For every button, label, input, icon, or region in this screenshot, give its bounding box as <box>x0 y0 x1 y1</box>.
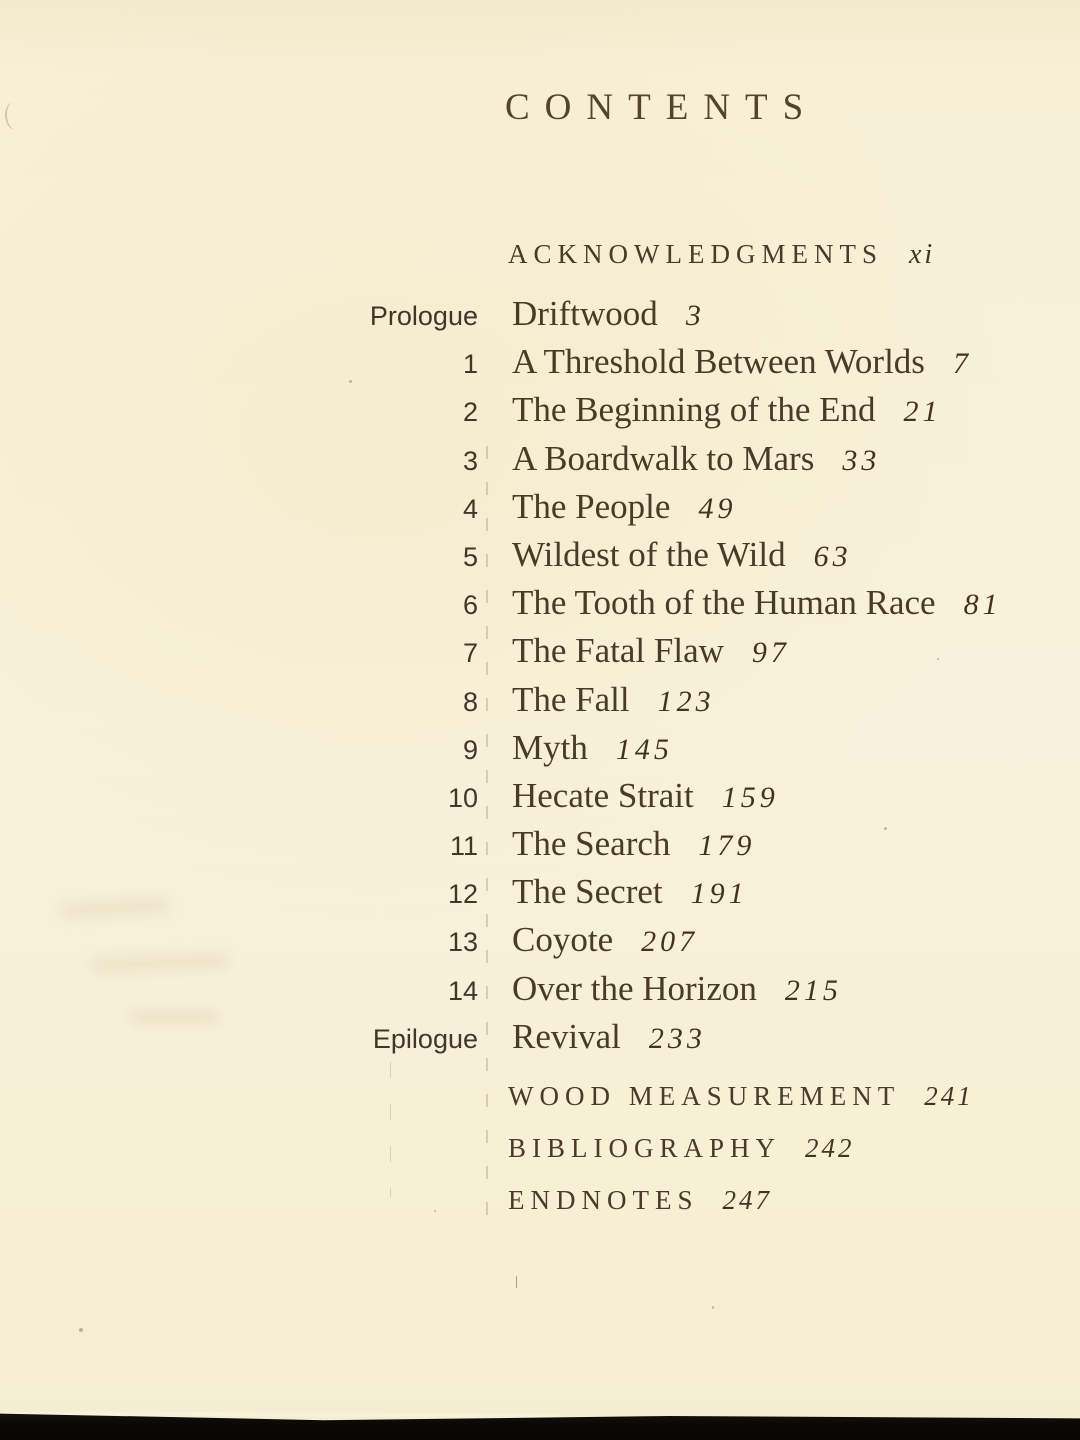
front-matter-page-number: xi <box>908 239 936 270</box>
show-through-smudge <box>130 1010 220 1024</box>
toc-entry-label: 4 <box>462 493 478 524</box>
toc-entry-page-number: 81 <box>963 588 1002 622</box>
toc-entry-label: 12 <box>447 879 478 910</box>
toc-entry-row <box>0 724 1080 772</box>
toc-entry-title: A Threshold Between Worlds <box>512 342 925 382</box>
paper-speck <box>434 1210 436 1212</box>
paper-speck <box>884 827 887 830</box>
toc-entry-title: Coyote <box>512 920 614 960</box>
toc-entry-row <box>0 820 1080 868</box>
toc-entry-row <box>0 676 1080 724</box>
front-matter-label: ACKNOWLEDGMENTS <box>508 239 883 269</box>
toc-entry-page-number: 191 <box>690 877 748 911</box>
toc-entry-row <box>0 531 1080 579</box>
toc-entry-title: The Tooth of the Human Race <box>512 583 936 623</box>
back-matter-label: ENDNOTES <box>508 1185 699 1215</box>
toc-entry-page-number: 159 <box>721 780 779 814</box>
toc-entry-row <box>0 627 1080 675</box>
toc-entry-row <box>0 435 1080 483</box>
toc-entry-title: The Beginning of the End <box>512 390 876 430</box>
toc-entry-row <box>0 965 1080 1013</box>
toc-entry-label: 14 <box>447 975 478 1006</box>
toc-entry-page-number: 21 <box>903 395 942 429</box>
toc-entry-title: The Secret <box>512 872 663 912</box>
toc-entry-page-number: 49 <box>698 491 737 525</box>
toc-entry-label: 2 <box>462 397 478 428</box>
toc-entry-label: 8 <box>462 686 478 717</box>
toc-entry-label: 3 <box>462 445 478 476</box>
paper-speck <box>937 658 939 660</box>
back-matter-page-number: 241 <box>924 1081 974 1111</box>
toc-entry-label: 10 <box>447 782 478 813</box>
toc-entry-page-number: 63 <box>813 539 852 573</box>
front-matter-list <box>508 238 935 270</box>
back-matter-page-number: 242 <box>805 1133 855 1163</box>
paper-speck <box>349 380 352 383</box>
back-matter-row <box>508 1070 974 1122</box>
toc-entry-label: 6 <box>462 590 478 621</box>
toc-entry-row <box>0 772 1080 820</box>
back-matter-row <box>508 1174 974 1226</box>
back-matter-row <box>508 1122 974 1174</box>
toc-entry-title: The Fall <box>512 679 630 719</box>
toc-entry-label: 9 <box>462 734 478 765</box>
page-crease-line <box>486 446 488 1218</box>
toc-entry-label: 1 <box>462 349 478 380</box>
paper-flaw-mark <box>4 101 27 131</box>
toc-entry-page-number: 207 <box>641 925 699 959</box>
toc-entry-page-number: 215 <box>784 973 842 1007</box>
toc-entry-title: The Search <box>512 824 671 864</box>
toc-entry-page-number: 123 <box>657 684 715 718</box>
page-title: CONTENTS <box>505 87 819 128</box>
toc-entry-title: A Boardwalk to Mars <box>512 438 815 478</box>
toc-entry-title: The People <box>512 486 671 526</box>
toc-entry-title: Myth <box>512 727 588 767</box>
back-matter-label: WOOD MEASUREMENT <box>508 1081 901 1111</box>
toc-entry-row <box>0 386 1080 434</box>
toc-entry-label: 13 <box>447 927 478 958</box>
front-matter-row <box>508 239 936 270</box>
paper-speck <box>79 1328 83 1332</box>
back-matter-list <box>508 1070 974 1226</box>
toc-entry-label: 11 <box>449 831 478 862</box>
toc-entry-page-number: 97 <box>751 636 790 670</box>
toc-entry-row <box>0 290 1080 338</box>
toc-entry-title: Hecate Strait <box>512 775 694 815</box>
paper-speck <box>712 1306 714 1309</box>
toc-entry-page-number: 179 <box>698 829 756 863</box>
toc-entry-title: Over the Horizon <box>512 968 757 1008</box>
paper-tick-mark <box>516 1276 517 1288</box>
toc-entry-title: Revival <box>512 1016 621 1056</box>
toc-entry-label: Epilogue <box>372 1023 478 1054</box>
toc-entry-title: Wildest of the Wild <box>512 534 786 574</box>
toc-entry-row <box>0 483 1080 531</box>
toc-entry-label: Prologue <box>369 301 478 331</box>
back-matter-page-number: 247 <box>722 1185 772 1215</box>
toc-entry-page-number: 145 <box>615 732 673 766</box>
toc-entry-label: 5 <box>462 541 478 572</box>
toc-entry-list <box>0 290 1080 1061</box>
toc-entry-title: Driftwood <box>512 294 658 333</box>
toc-entry-page-number: 233 <box>648 1021 706 1055</box>
toc-entry-page-number: 7 <box>952 347 972 381</box>
toc-entry-row <box>0 338 1080 386</box>
toc-entry-label: 7 <box>462 638 478 669</box>
back-matter-label: BIBLIOGRAPHY <box>508 1133 782 1163</box>
toc-entry-page-number: 3 <box>685 299 705 332</box>
toc-entry-title: The Fatal Flaw <box>512 631 724 671</box>
toc-entry-row <box>0 579 1080 627</box>
page-crease-line-lower <box>390 1062 391 1197</box>
toc-entry-page-number: 33 <box>842 443 881 477</box>
